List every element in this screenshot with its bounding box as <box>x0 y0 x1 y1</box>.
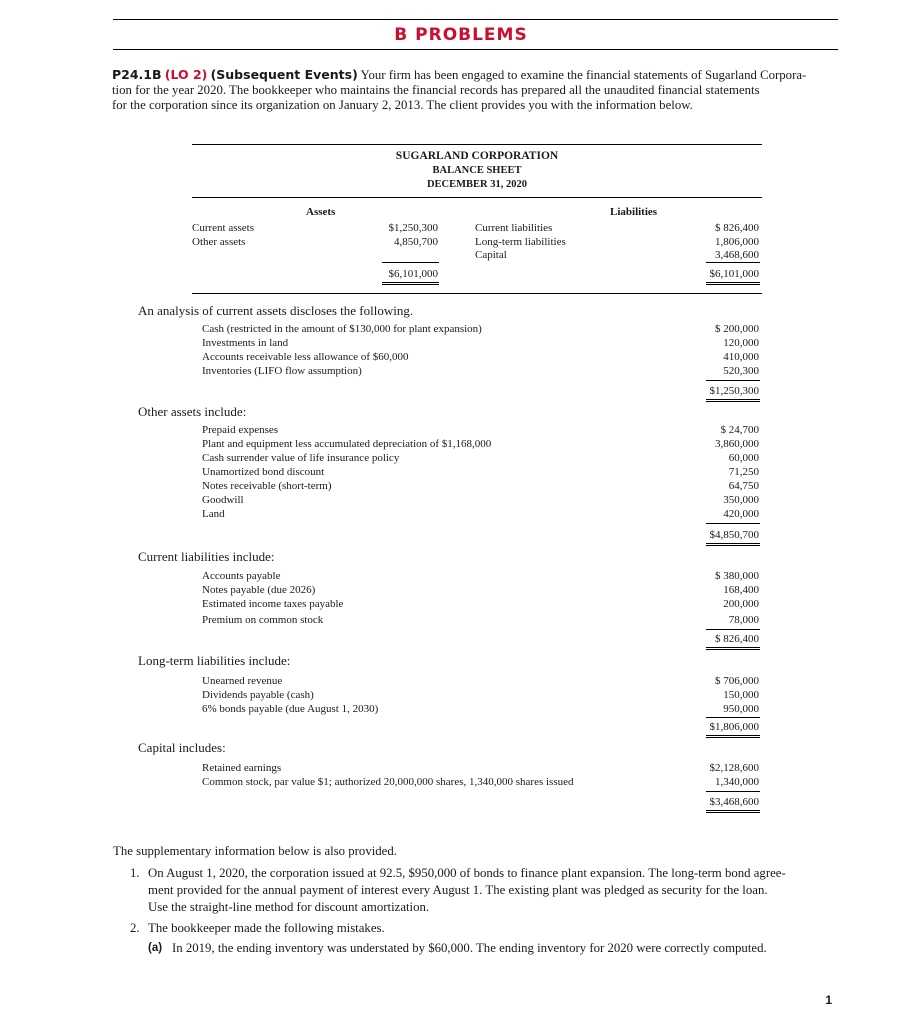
other-asset-label: Unamortized bond discount <box>202 466 325 478</box>
other-asset-value: $ 24,700 <box>720 424 759 436</box>
capital-sum-rule <box>706 791 760 792</box>
long-term-liability-label: 6% bonds payable (due August 1, 2030) <box>202 703 379 715</box>
other-asset-value: 64,750 <box>728 480 759 492</box>
capital-total: $3,468,600 <box>709 796 759 808</box>
company-name: SUGARLAND CORPORATION <box>395 150 559 162</box>
current-liability-label: Premium on common stock <box>202 614 324 626</box>
problem-text-line3: for the corporation since its organization on January 2, 2013. The client provides you with the information below. <box>112 98 693 112</box>
bs-liability-label: Current liabilities <box>475 222 553 234</box>
other-asset-label: Plant and equipment less accumulated depreciation of $1,168,000 <box>202 438 492 450</box>
assets-total: $6,101,000 <box>388 268 438 280</box>
page-number: 1 <box>825 993 832 1007</box>
current-asset-label: Accounts receivable less allowance of $60,000 <box>202 351 409 363</box>
other-asset-label: Notes receivable (short-term) <box>202 480 332 492</box>
learning-objective: (LO 2) <box>164 67 208 82</box>
bs-liability-value: 3,468,600 <box>715 249 759 261</box>
long-term-liabilities-caption: Long-term liabilities include: <box>138 653 291 668</box>
current-assets-sum-rule <box>706 380 760 381</box>
bs-asset-label: Current assets <box>192 222 255 234</box>
item-1-line-2: ment provided for the annual payment of interest every August 1. The existing plant was pledged as security for the loan. <box>148 883 768 897</box>
capital-value: $2,128,600 <box>709 762 759 774</box>
current-asset-value: 520,300 <box>723 365 759 377</box>
other-assets-total: $4,850,700 <box>709 529 759 541</box>
assets-header: Assets <box>306 206 336 218</box>
other-asset-value: 350,000 <box>723 494 759 506</box>
item-1-line-3: Use the straight-line method for discount amortization. <box>148 900 430 914</box>
capital-total-double-rule <box>706 810 760 813</box>
problem-text-line2: tion for the year 2020. The bookkeeper who maintains the financial records has prepared all the unaudited financial statements <box>112 83 760 97</box>
supplementary-intro: The supplementary information below is also provided. <box>113 844 397 858</box>
long-term-liability-value: 150,000 <box>723 689 759 701</box>
current-liabilities-total-double-rule <box>706 647 760 650</box>
capital-value: 1,340,000 <box>715 776 759 788</box>
bs-liability-label: Capital <box>475 249 507 261</box>
bs-liability-value: 1,806,000 <box>715 236 759 248</box>
long-term-liabilities-sum-rule <box>706 717 760 718</box>
other-asset-label: Cash surrender value of life insurance policy <box>202 452 400 464</box>
current-asset-label: Inventories (LIFO flow assumption) <box>202 365 362 377</box>
item-2-text: The bookkeeper made the following mistakes. <box>148 921 385 935</box>
other-asset-value: 71,250 <box>728 466 759 478</box>
current-liabilities-total: $ 826,400 <box>715 633 759 645</box>
other-asset-value: 3,860,000 <box>715 438 759 450</box>
current-liabilities-sum-rule <box>706 629 760 630</box>
bs-asset-label: Other assets <box>192 236 246 248</box>
other-asset-label: Goodwill <box>202 494 244 506</box>
current-liability-value: 78,000 <box>728 614 759 626</box>
current-assets-total-double-rule <box>706 399 760 402</box>
balance-sheet-header-rule <box>192 197 762 198</box>
current-liability-label: Notes payable (due 2026) <box>202 584 316 596</box>
other-asset-value: 60,000 <box>728 452 759 464</box>
bs-asset-value: 4,850,700 <box>394 236 438 248</box>
capital-label: Common stock, par value $1; authorized 20,000,000 shares, 1,340,000 shares issued <box>202 776 574 788</box>
current-liability-value: 168,400 <box>723 584 759 596</box>
long-term-liabilities-total-double-rule <box>706 735 760 738</box>
bs-liability-value: $ 826,400 <box>715 222 759 234</box>
problem-text: Your firm has been engaged to examine the financial statements of Sugarland Corpora- <box>360 68 807 82</box>
item-2a-label: (a) <box>148 942 163 954</box>
other-assets-total-double-rule <box>706 543 760 546</box>
other-asset-label: Land <box>202 508 225 520</box>
assets-total-double-rule <box>382 282 439 285</box>
current-assets-caption: An analysis of current assets discloses the following. <box>138 303 414 318</box>
balance-sheet-bottom-rule <box>192 293 762 294</box>
other-asset-value: 420,000 <box>723 508 759 520</box>
item-1-number: 1. <box>130 866 140 880</box>
long-term-liability-value: 950,000 <box>723 703 759 715</box>
problem-topic: (Subsequent Events) <box>210 67 358 82</box>
other-asset-label: Prepaid expenses <box>202 424 279 436</box>
long-term-liability-value: $ 706,000 <box>715 675 759 687</box>
other-assets-sum-rule <box>706 523 760 524</box>
capital-label: Retained earnings <box>202 762 282 774</box>
capital-caption: Capital includes: <box>138 740 226 755</box>
title-rule <box>113 49 838 50</box>
item-2a-text: In 2019, the ending inventory was understated by $60,000. The ending inventory for 2020 were correctly computed. <box>172 941 767 955</box>
problem-number: P24.1B <box>112 67 162 82</box>
long-term-liabilities-total: $1,806,000 <box>709 721 759 733</box>
statement-title: BALANCE SHEET <box>432 165 522 176</box>
top-rule <box>113 19 838 20</box>
current-asset-value: 120,000 <box>723 337 759 349</box>
current-liability-label: Accounts payable <box>202 570 281 582</box>
long-term-liability-label: Unearned revenue <box>202 675 283 687</box>
current-asset-label: Investments in land <box>202 337 289 349</box>
statement-date: DECEMBER 31, 2020 <box>426 179 528 190</box>
current-liability-value: $ 380,000 <box>715 570 759 582</box>
liabilities-total-double-rule <box>706 282 760 285</box>
balance-sheet-top-rule <box>192 144 762 145</box>
current-liability-label: Estimated income taxes payable <box>202 598 344 610</box>
assets-sum-rule <box>382 262 439 263</box>
current-asset-value: $ 200,000 <box>715 323 759 335</box>
bs-liability-label: Long-term liabilities <box>475 236 566 248</box>
liabilities-header: Liabilities <box>610 206 658 218</box>
item-1-line-1: On August 1, 2020, the corporation issued at 92.5, $950,000 of bonds to finance plant expansion. The long-term bond agree- <box>148 866 786 880</box>
bs-asset-value: $1,250,300 <box>388 222 438 234</box>
liabilities-total: $6,101,000 <box>709 268 759 280</box>
current-liabilities-caption: Current liabilities include: <box>138 549 275 564</box>
problem-intro <box>112 67 838 113</box>
other-assets-caption: Other assets include: <box>138 404 247 419</box>
liabilities-sum-rule <box>706 262 760 263</box>
current-asset-value: 410,000 <box>723 351 759 363</box>
current-asset-label: Cash (restricted in the amount of $130,000 for plant expansion) <box>202 323 482 335</box>
long-term-liability-label: Dividends payable (cash) <box>202 689 314 701</box>
section-title: B PROBLEMS <box>394 25 528 45</box>
current-liability-value: 200,000 <box>723 598 759 610</box>
current-assets-total: $1,250,300 <box>709 385 759 397</box>
item-2-number: 2. <box>130 921 140 935</box>
